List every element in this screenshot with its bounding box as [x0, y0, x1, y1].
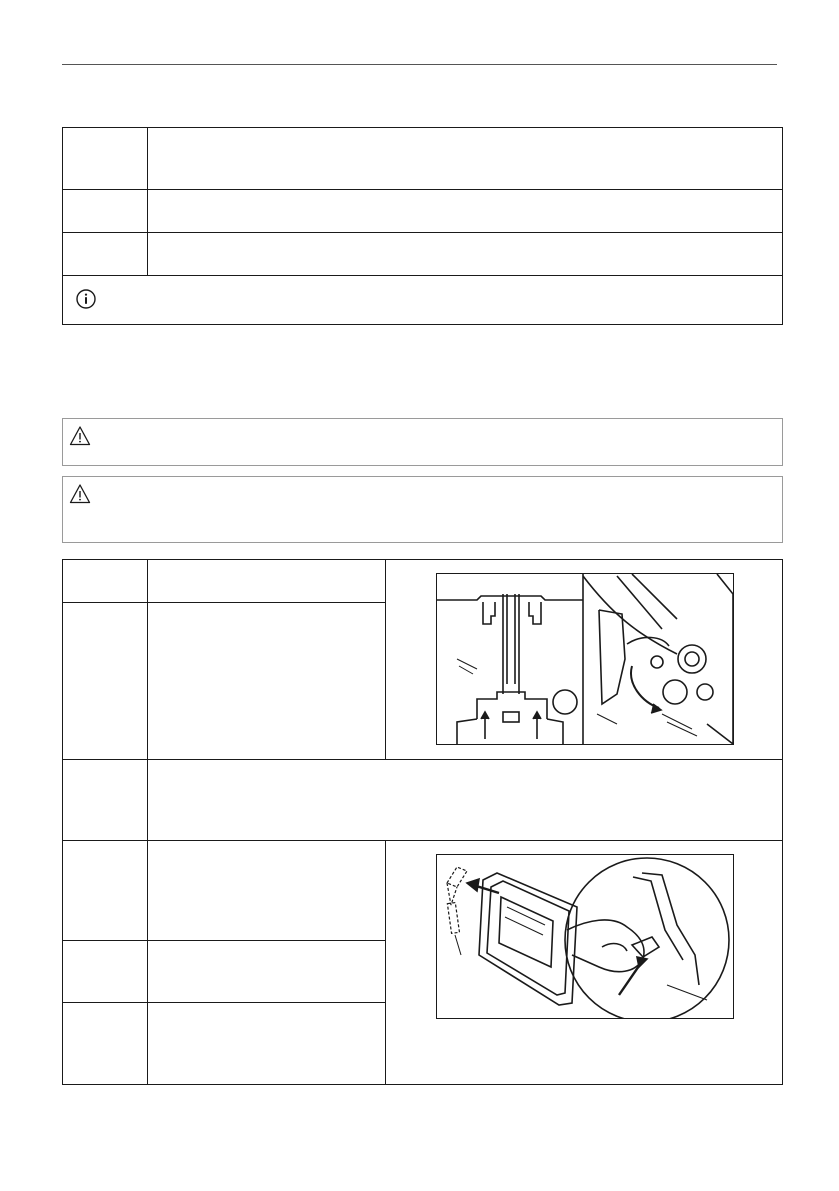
step-text-cell [148, 128, 783, 190]
step-number-cell [63, 560, 148, 603]
warning-notice [62, 476, 783, 543]
steps-table-1 [62, 127, 783, 325]
step-number-cell [63, 603, 148, 760]
door-glass-removal-illustration [436, 854, 734, 1019]
step-number-cell [63, 760, 148, 841]
door-hinge-illustration [436, 573, 734, 745]
warning-notice-text [63, 419, 782, 434]
warning-notice-text [63, 477, 782, 492]
table-row [63, 128, 783, 190]
table-row [63, 560, 783, 603]
step-text-cell [148, 233, 783, 276]
step-text-cell [148, 760, 783, 841]
step-number-cell [63, 128, 148, 190]
table-row [63, 841, 783, 941]
step-number-cell [63, 190, 148, 233]
header-divider [62, 64, 777, 65]
warning-triangle-icon [69, 425, 91, 447]
step-number-cell [63, 1003, 148, 1085]
warning-triangle-icon [69, 483, 91, 505]
info-note-row [63, 276, 783, 325]
step-text-cell [148, 560, 386, 603]
warning-notice [62, 418, 783, 466]
table-row [63, 190, 783, 233]
step-number-cell [63, 941, 148, 1003]
figure-cell [386, 841, 783, 1085]
step-text-cell [148, 603, 386, 760]
step-text-cell [148, 841, 386, 941]
table-row [63, 760, 783, 841]
info-note-cell [63, 276, 783, 325]
step-text-cell [148, 190, 783, 233]
info-note-text [63, 276, 782, 296]
info-circle-icon [75, 288, 97, 310]
table-row [63, 233, 783, 276]
step-text-cell [148, 1003, 386, 1085]
step-number-cell [63, 841, 148, 941]
step-text-cell [148, 941, 386, 1003]
step-number-cell [63, 233, 148, 276]
figure-cell [386, 560, 783, 760]
steps-table-2 [62, 559, 783, 1085]
